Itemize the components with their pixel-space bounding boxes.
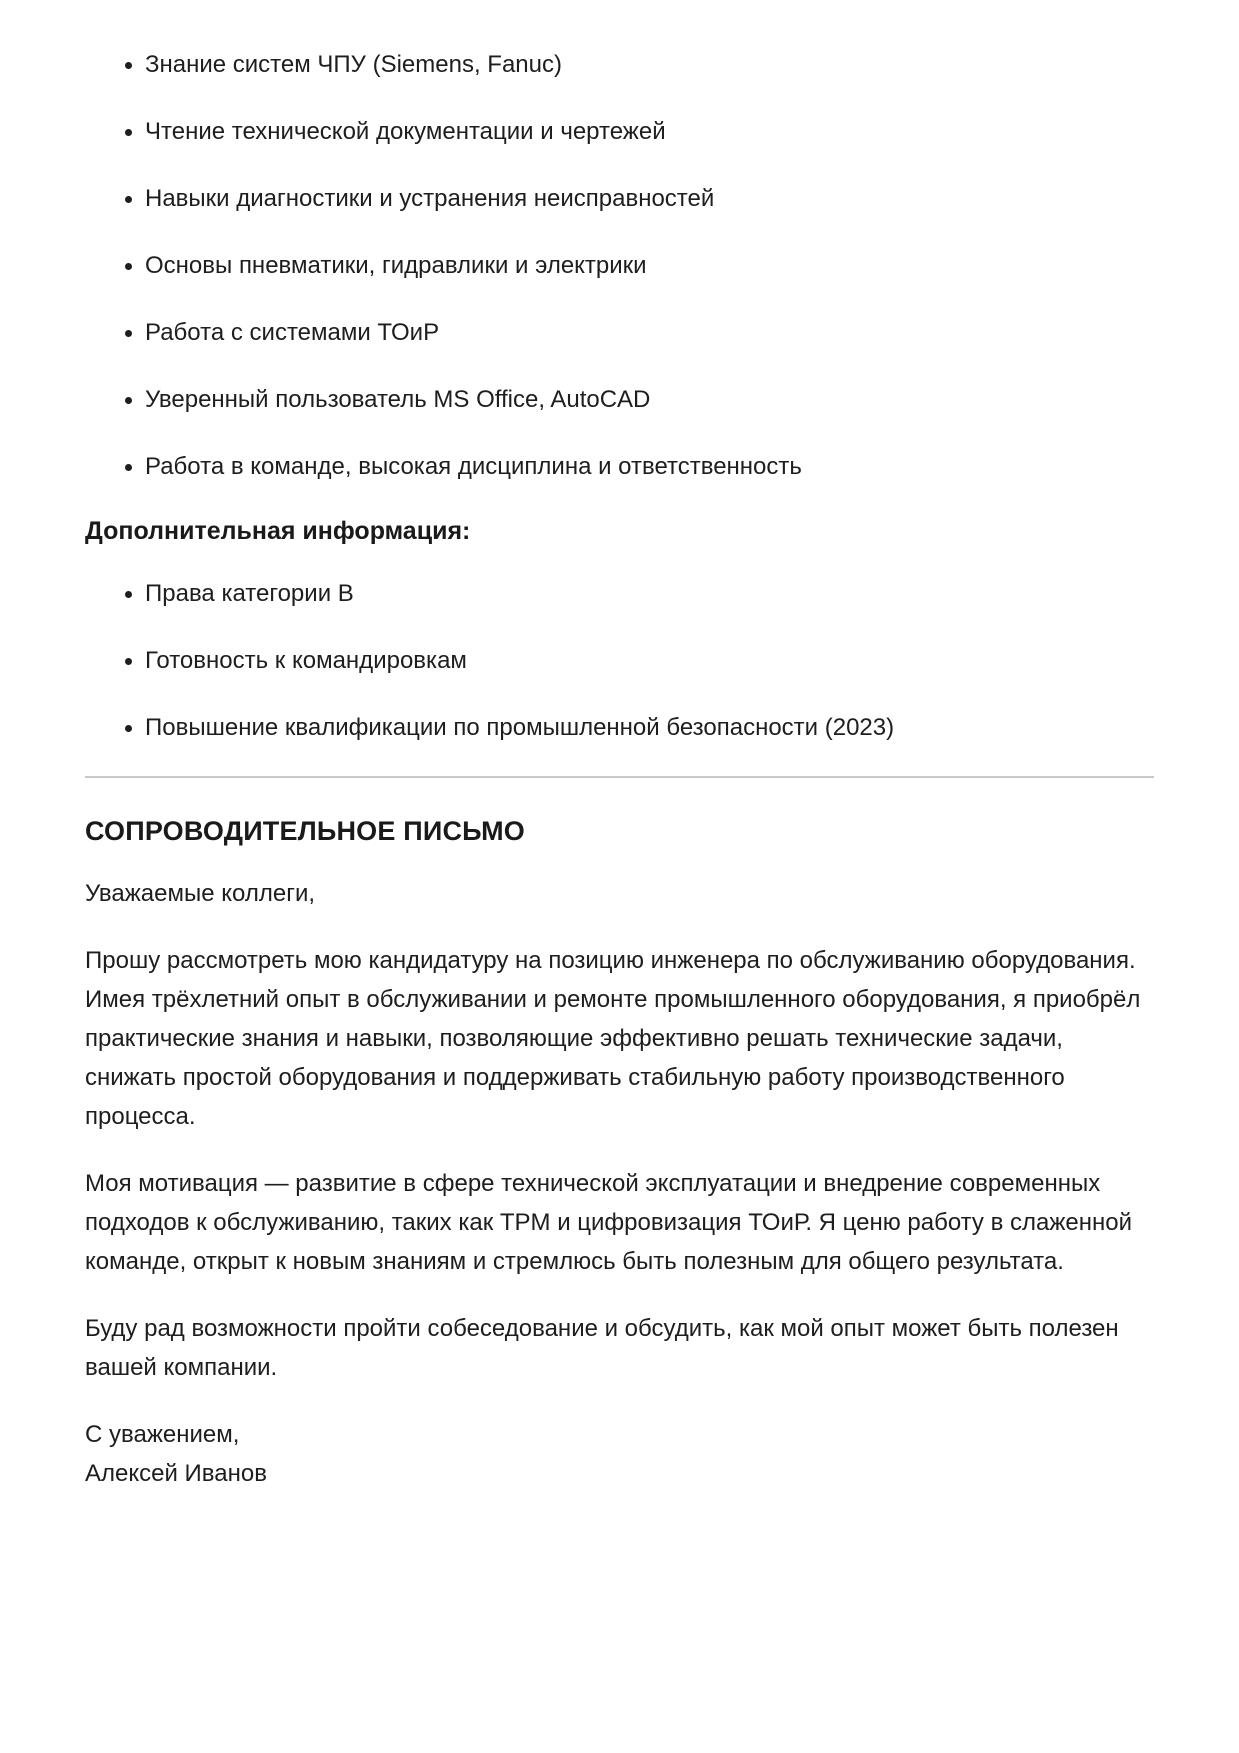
additional-info-item: • Готовность к командировкам	[145, 642, 1154, 680]
signature-closing: С уважением,	[85, 1421, 240, 1448]
cover-letter-paragraph: Буду рад возможности пройти собеседование и обсудить, как мой опыт может быть полезен вашей компании.	[85, 1315, 1119, 1381]
skills-list-item: • Знание систем ЧПУ (Siemens, Fanuc)	[145, 46, 1154, 84]
cover-letter-heading: СОПРОВОДИТЕЛЬНОЕ ПИСЬМО	[85, 816, 526, 846]
skills-list-item: • Работа с системами ТОиР	[145, 314, 1154, 352]
signature-block	[85, 1415, 1154, 1493]
signature-name: Алексей Иванов	[85, 1460, 267, 1487]
skills-list	[85, 46, 1154, 486]
additional-info-heading: Дополнительная информация:	[85, 517, 471, 545]
cover-letter-paragraph: Моя мотивация — развитие в сфере технической эксплуатации и внедрение современных подходов к обслуживанию, таких как TPM и цифровизация ТОиР. Я ценю работу в слаженной команде, открыт к новым знаниям и стремлюсь быть полезным для общего результата.	[85, 1170, 1133, 1275]
cover-letter-paragraph: Прошу рассмотреть мою кандидатуру на позицию инженера по обслуживанию оборудования. Имея трёхлетний опыт в обслуживании и ремонте промышленного оборудования, я приобрёл практические знания и навыки, позволяющие эффективно решать технические задачи, снижать простой оборудования и поддерживать стабильную работу производственного процесса.	[85, 947, 1141, 1130]
additional-info-item: • Права категории B	[145, 575, 1154, 613]
section-divider	[85, 776, 1154, 778]
skills-list-item: • Навыки диагностики и устранения неисправностей	[145, 180, 1154, 218]
skills-list-item: • Основы пневматики, гидравлики и электрики	[145, 247, 1154, 285]
skills-list-item: • Работа в команде, высокая дисциплина и ответственность	[145, 448, 1154, 486]
cover-letter-greeting: Уважаемые коллеги,	[85, 880, 316, 907]
skills-list-item: • Чтение технической документации и чертежей	[145, 113, 1154, 151]
cover-letter-body	[85, 941, 1154, 1387]
additional-info-list	[85, 575, 1154, 747]
additional-info-item: • Повышение квалификации по промышленной безопасности (2023)	[145, 709, 1154, 747]
skills-list-item: • Уверенный пользователь MS Office, AutoCAD	[145, 381, 1154, 419]
